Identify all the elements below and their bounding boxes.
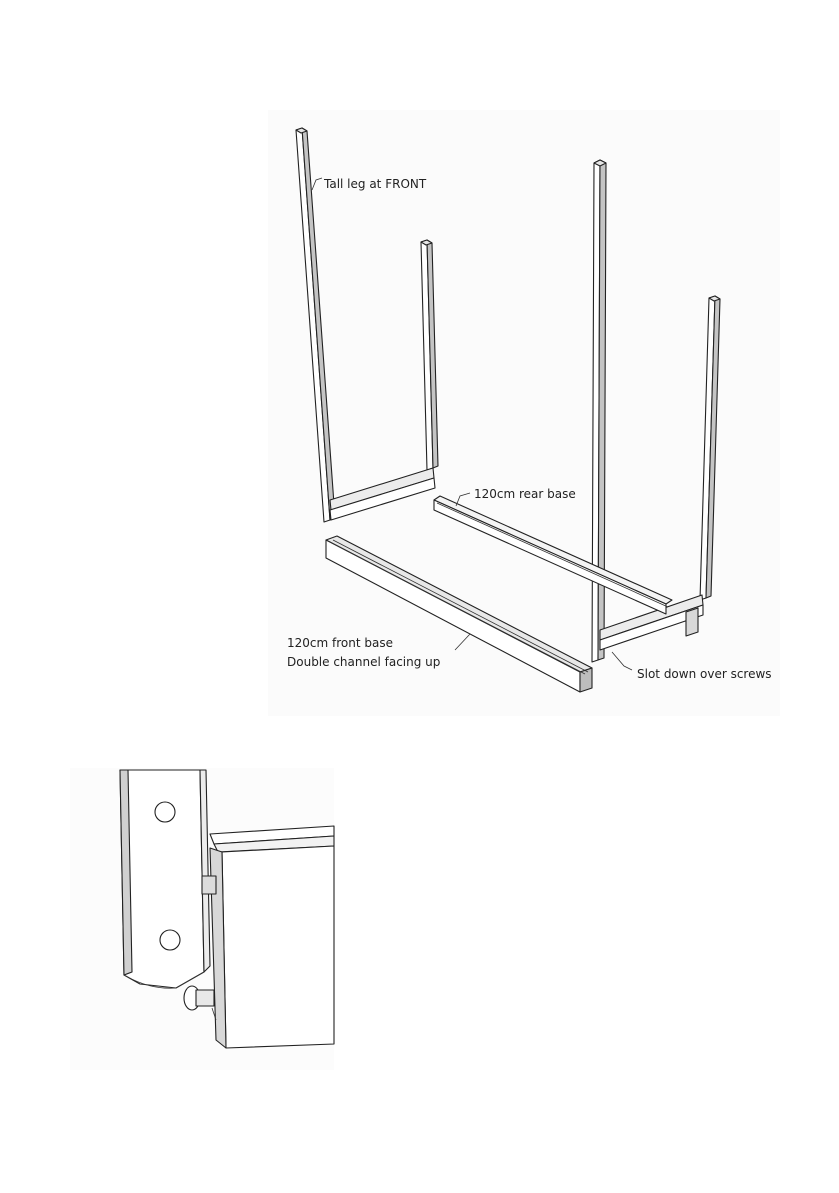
label-slot-down: Slot down over screws xyxy=(637,667,772,681)
label-front-base: 120cm front base xyxy=(287,636,393,650)
label-double-channel: Double channel facing up xyxy=(287,655,441,669)
detail-closeup-illustration xyxy=(120,770,334,1048)
label-rear-base: 120cm rear base xyxy=(474,487,576,501)
rear-base-beam xyxy=(434,496,672,614)
leader-lines xyxy=(312,178,632,670)
label-tall-leg: Tall leg at FRONT xyxy=(324,177,427,191)
